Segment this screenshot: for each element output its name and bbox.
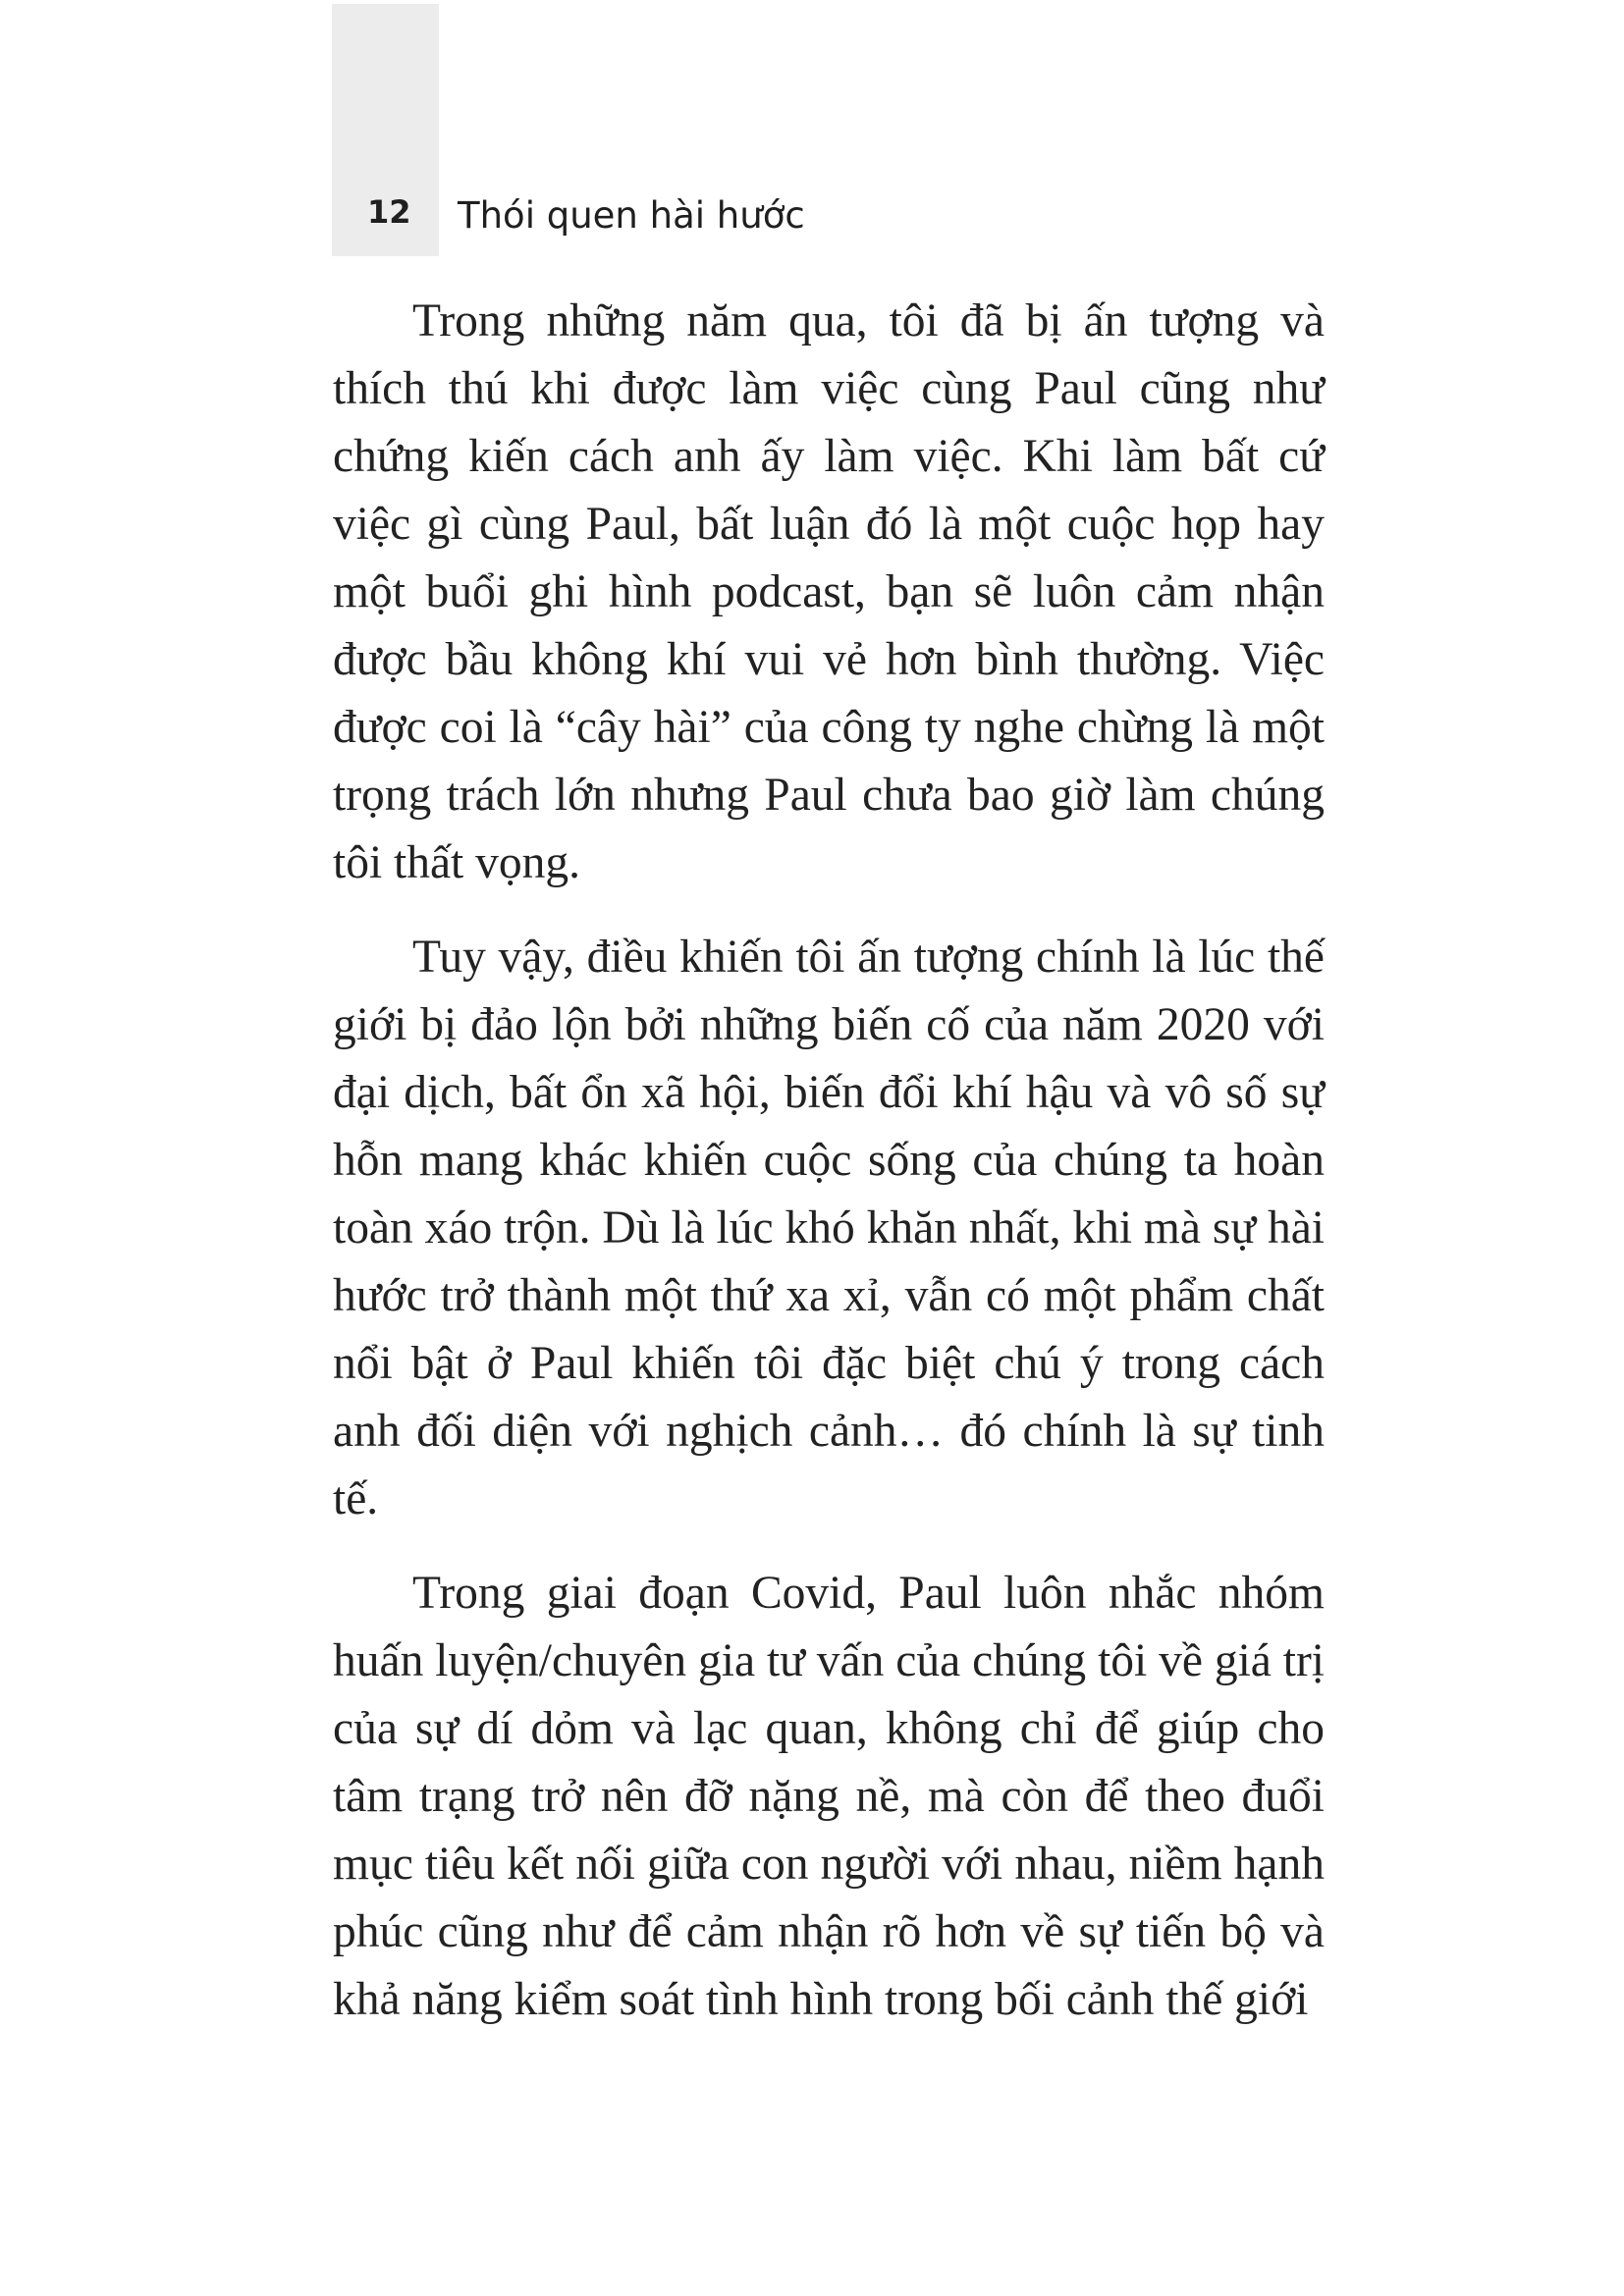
paragraph: Trong những năm qua, tôi đã bị ấn tượng và thích thú khi được làm việc cùng Paul cũng như chứng kiến cách anh ấy làm việc. Khi làm bất cứ việc gì cùng Paul, bất luận đó là một cuộc họp hay một buổi ghi hình podcast, bạn sẽ luôn cảm nhận được bầu không khí vui vẻ hơn bình thường. Việc được coi là “cây hài” của công ty nghe chừng là một trọng trách lớn nhưng Paul chưa bao giờ làm chúng tôi thất vọng.	[333, 295, 1325, 888]
paragraph: Trong giai đoạn Covid, Paul luôn nhắc nhóm huấn luyện/chuyên gia tư vấn của chúng tôi về giá trị của sự dí dỏm và lạc quan, không chỉ để giúp cho tâm trạng trở nên đỡ nặng nề, mà còn để theo đuổi mục tiêu kết nối giữa con người với nhau, niềm hạnh phúc cũng như để cảm nhận rõ hơn về sự tiến bộ và khả năng kiểm soát tình hình trong bối cảnh thế giới	[333, 1568, 1325, 2025]
page-number: 12	[367, 193, 411, 231]
running-title: Thói quen hài hước	[458, 194, 805, 237]
body-text	[333, 288, 1325, 2060]
paragraph: Tuy vậy, điều khiến tôi ấn tượng chính là lúc thế giới bị đảo lộn bởi những biến cố của năm 2020 với đại dịch, bất ổn xã hội, biến đổi khí hậu và vô số sự hỗn mang khác khiến cuộc sống của chúng ta hoàn toàn xáo trộn. Dù là lúc khó khăn nhất, khi mà sự hài hước trở thành một thứ xa xỉ, vẫn có một phẩm chất nổi bật ở Paul khiến tôi đặc biệt chú ý trong cách anh đối diện với nghịch cảnh… đó chính là sự tinh tế.	[333, 932, 1325, 1524]
